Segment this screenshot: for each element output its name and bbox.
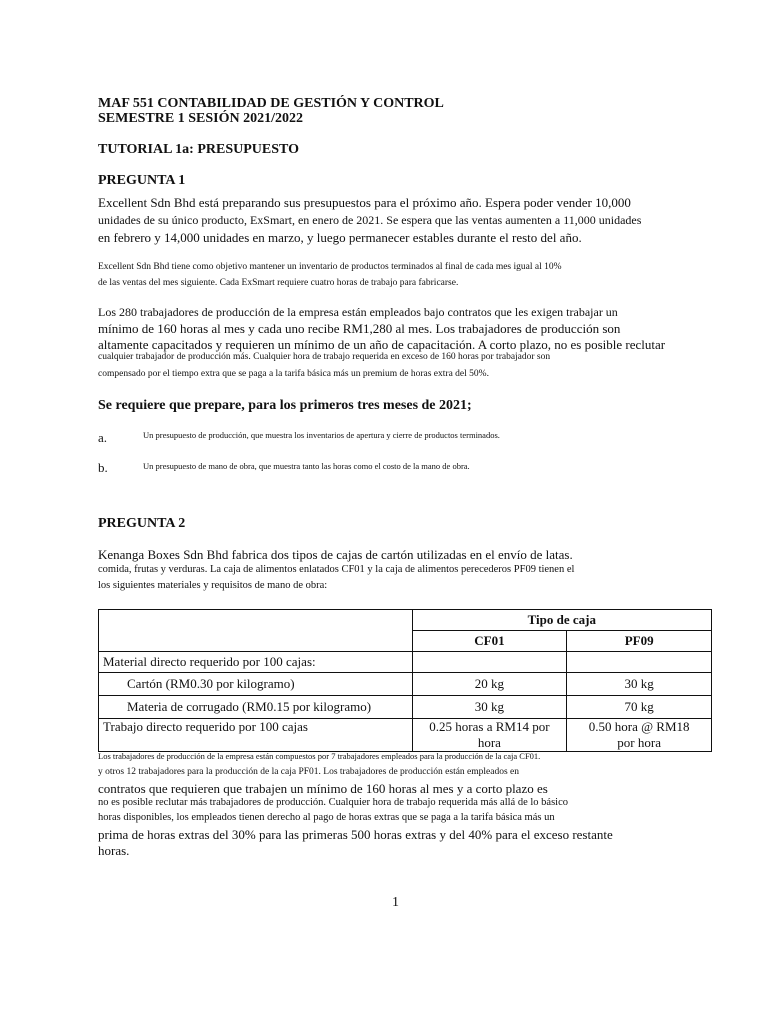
cell-cf01: [412, 719, 567, 752]
requirements-table: [98, 609, 712, 752]
tutorial-title: TUTORIAL 1a: PRESUPUESTO: [98, 142, 299, 157]
cell-cf01: 30 kg: [412, 696, 567, 719]
cell-cf01: 20 kg: [412, 673, 567, 696]
q1-item-a-label: a.: [98, 430, 108, 445]
table-header-row: [99, 610, 712, 631]
q1-paragraph-1-line: Excellent Sdn Bhd está preparando sus presupuestos para el próximo año. Espera poder vender 10,000: [98, 195, 631, 210]
cell-cf01: [412, 652, 567, 673]
table-corner-cell: [99, 610, 413, 652]
q2-outro-line: y otros 12 trabajadores para la producción de la caja PF01. Los trabajadores de producción están empleados en: [98, 767, 520, 777]
row-label: Materia de corrugado (RM0.15 por kilogramo): [99, 696, 413, 719]
row-label: Material directo requerido por 100 cajas:: [99, 652, 413, 673]
cell-pf09: [567, 719, 712, 752]
course-title: MAF 551 CONTABILIDAD DE GESTIÓN Y CONTROL: [98, 96, 444, 111]
q2-outro-line: horas disponibles, los empleados tienen derecho al pago de horas extras que se paga a la tarifa básica más un: [98, 812, 555, 823]
q2-outro-line: contratos que requieren que trabajen un mínimo de 160 horas al mes y a corto plazo es: [98, 781, 548, 796]
cell-pf09: 30 kg: [567, 673, 712, 696]
q2-outro-line: no es posible reclutar más trabajadores de producción. Cualquier hora de trabajo requerida más allá de lo básico: [98, 797, 568, 808]
table-row: [99, 652, 712, 673]
q1-item-b-label: b.: [98, 460, 108, 475]
cell-line: hora: [477, 735, 501, 750]
cell-pf09: [567, 652, 712, 673]
q1-paragraph-3-line: compensado por el tiempo extra que se paga a la tarifa básica más un premium de horas extra del 50%.: [98, 369, 489, 379]
q2-intro-line: Kenanga Boxes Sdn Bhd fabrica dos tipos de cajas de cartón utilizadas en el envío de latas.: [98, 547, 573, 562]
question-1-heading: PREGUNTA 1: [98, 173, 186, 188]
box-type-header: Tipo de caja: [412, 610, 711, 631]
column-header-cf01: CF01: [412, 631, 567, 652]
q1-paragraph-3-line: Los 280 trabajadores de producción de la empresa están empleados bajo contratos que les exigen trabajar un: [98, 305, 618, 319]
column-header-pf09: PF09: [567, 631, 712, 652]
q1-item-a-text: Un presupuesto de producción, que muestra los inventarios de apertura y cierre de productos terminados.: [143, 430, 500, 440]
q2-intro-line: comida, frutas y verduras. La caja de alimentos enlatados CF01 y la caja de alimentos perecederos PF09 tienen el: [98, 564, 575, 575]
q1-paragraph-3-line: mínimo de 160 horas al mes y cada uno recibe RM1,280 al mes. Los trabajadores de producción son: [98, 321, 621, 336]
q1-paragraph-3-line: cualquier trabajador de producción más. Cualquier hora de trabajo requerida en exceso de 160 horas por trabajador son: [98, 352, 551, 362]
page-number: 1: [392, 895, 399, 910]
q1-requirement: Se requiere que prepare, para los primeros tres meses de 2021;: [98, 398, 472, 413]
q1-paragraph-3-line: altamente capacitados y requieren un mínimo de un año de capacitación. A corto plazo, no es posible reclutar: [98, 337, 666, 352]
row-label: Cartón (RM0.30 por kilogramo): [99, 673, 413, 696]
table-row: [99, 673, 712, 696]
q2-outro-line: Los trabajadores de producción de la empresa están compuestos por 7 trabajadores empleados para la producción de la caja CF01.: [98, 751, 541, 761]
q1-paragraph-1-line: unidades de su único producto, ExSmart, en enero de 2021. Se espera que las ventas aumenten a 11,000 unidades: [98, 213, 642, 227]
q1-item-b-text: Un presupuesto de mano de obra, que muestra tanto las horas como el costo de la mano de obra.: [143, 461, 470, 471]
table-row: [99, 696, 712, 719]
cell-pf09: 70 kg: [567, 696, 712, 719]
q2-intro-line: los siguientes materiales y requisitos de mano de obra:: [98, 580, 328, 591]
q1-paragraph-2-line: de las ventas del mes siguiente. Cada ExSmart requiere cuatro horas de trabajo para fabricarse.: [98, 278, 459, 288]
cell-line: por hora: [617, 735, 661, 750]
q2-outro-line: prima de horas extras del 30% para las primeras 500 horas extras y del 40% para el exceso restante: [98, 827, 613, 842]
row-label: Trabajo directo requerido por 100 cajas: [99, 719, 413, 752]
cell-line: 0.50 hora @ RM18: [588, 719, 690, 734]
q2-outro-line: horas.: [98, 843, 130, 858]
q1-paragraph-1-line: en febrero y 14,000 unidades en marzo, y luego permanecer estables durante el resto del año.: [98, 230, 582, 245]
cell-line: 0.25 horas a RM14 por: [429, 719, 550, 734]
table-row: [99, 719, 712, 752]
q1-paragraph-2-line: Excellent Sdn Bhd tiene como objetivo mantener un inventario de productos terminados al final de cada mes igual al 10%: [98, 262, 562, 272]
question-2-heading: PREGUNTA 2: [98, 516, 186, 531]
semester-line: SEMESTRE 1 SESIÓN 2021/2022: [98, 111, 303, 126]
